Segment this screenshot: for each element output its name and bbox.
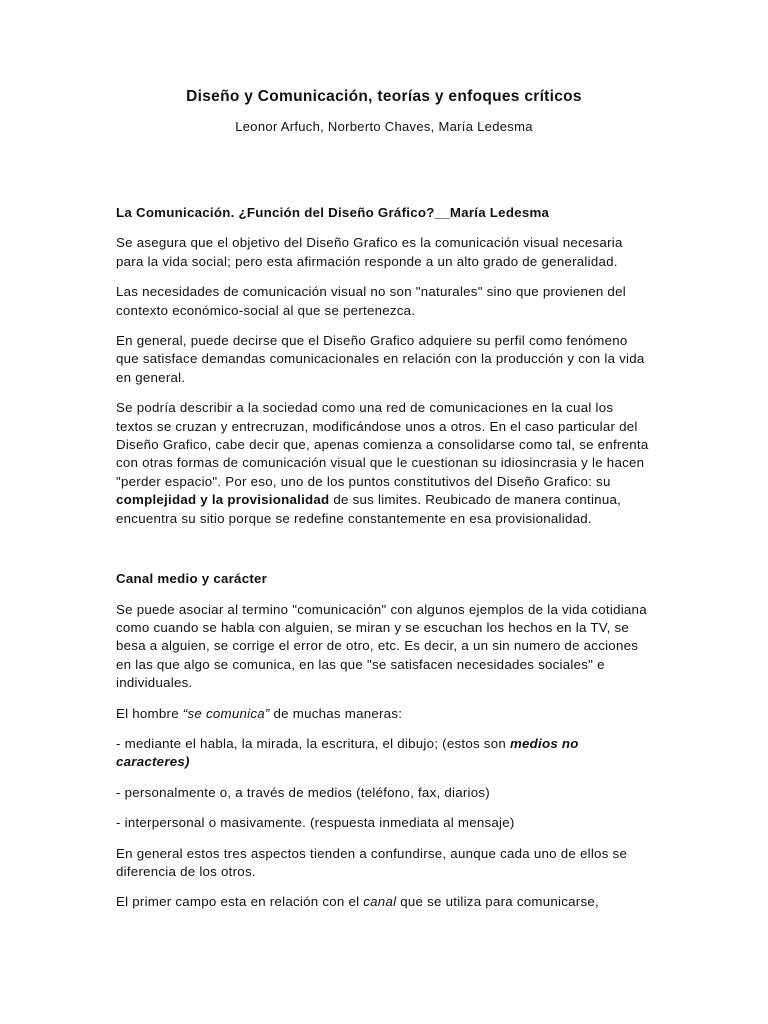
section-heading: Canal medio y carácter	[116, 571, 268, 587]
paragraph	[116, 893, 652, 911]
paragraph-text: - mediante el habla, la mirada, la escritura, el dibujo; (estos son	[116, 735, 510, 751]
paragraph	[116, 399, 652, 528]
paragraph-text: El primer campo esta en relación con el	[116, 894, 364, 910]
list-item	[116, 735, 652, 772]
document-title: Diseño y Comunicación, teorías y enfoques críticos	[186, 88, 582, 105]
paragraph-text: Se podría describir a la sociedad como una red de comunicaciones en la cual los textos se cruzan y entrecruzan, modificándose unos a otros. En el caso particular del Diseño Grafico, cabe decir que, apenas comienza a consolidarse como tal, se enfrenta con otras formas de comunicación visual que le cuestionan su idiosincrasia y le hacen "perder espacio". Por eso, uno de los puntos constitutivos del Diseño Grafico: su	[116, 400, 649, 489]
section-comunicacion	[116, 204, 652, 528]
list-item: - personalmente o, a través de medios (teléfono, fax, diarios)	[116, 784, 490, 800]
section-canal	[116, 570, 652, 912]
paragraph: En general, puede decirse que el Diseño Grafico adquiere su perfil como fenómeno que satisface demandas comunicacionales en relación con la producción y con la vida en general.	[116, 333, 645, 385]
paragraph-text: de sus limites. Reubicado de manera continua, encuentra su sitio porque se redefine constantemente en esa provisionalidad.	[116, 492, 622, 526]
paragraph	[116, 705, 652, 723]
paragraph: Las necesidades de comunicación visual no son "naturales" sino que provienen del contexto económico-social al que se pertenezca.	[116, 284, 626, 318]
paragraph: Se asegura que el objetivo del Diseño Grafico es la comunicación visual necesaria para la vida social; pero esta afirmación responde a un alto grado de generalidad.	[116, 235, 623, 269]
paragraph-text: que se utiliza para comunicarse,	[396, 894, 599, 910]
paragraph: Se puede asociar al termino "comunicación" con algunos ejemplos de la vida cotidiana como cuando se habla con alguien, se miran y se escuchan los hechos en la TV, se besa a alguien, se corrige el error de otro, etc. Es decir, a un sin numero de acciones en las que algo se comunica, en las que "se satisfacen necesidades sociales" e individuales.	[116, 601, 647, 691]
paragraph: En general estos tres aspectos tienden a confundirse, aunque cada uno de ellos se diferencia de los otros.	[116, 845, 628, 879]
document-authors: Leonor Arfuch, Norberto Chaves, María Ledesma	[235, 119, 533, 134]
italic-text: canal	[363, 894, 397, 910]
italic-text: “se comunica”	[182, 705, 270, 721]
list-item: - interpersonal o masivamente. (respuesta inmediata al mensaje)	[116, 815, 515, 831]
paragraph-text: El hombre	[116, 705, 183, 721]
paragraph-text: de muchas maneras:	[269, 705, 403, 721]
emphasis-text: medios no caracteres)	[116, 735, 579, 770]
emphasis-text: complejidad y la provisionalidad	[116, 492, 330, 508]
section-heading: La Comunicación. ¿Función del Diseño Gráfico?__María Ledesma	[116, 205, 550, 220]
